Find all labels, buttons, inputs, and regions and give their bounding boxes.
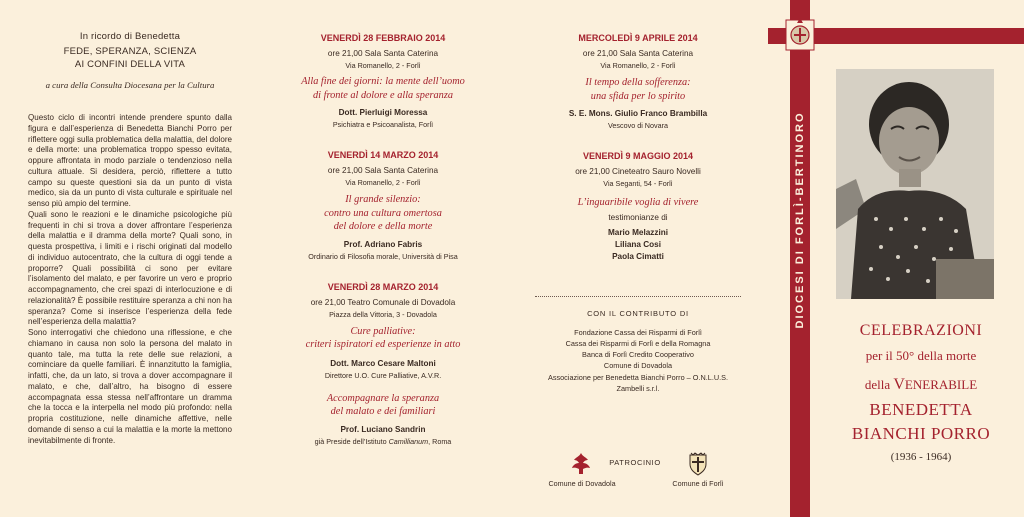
- event-address: Via Romanello, 2 - Forlì: [345, 61, 421, 70]
- curated-by: a cura della Consulta Diocesana per la Cultura: [45, 80, 215, 90]
- event-speaker: Prof. Adriano Fabris: [343, 239, 423, 249]
- intro-panel: [28, 0, 232, 517]
- event-place: ore 21,00 Sala Santa Caterina: [327, 166, 439, 175]
- contributor: Fondazione Cassa dei Risparmi di Forlì: [574, 327, 702, 337]
- event-title-line: criteri ispiratori ed esperienze in atto: [305, 339, 461, 350]
- event-title-line: di fronte al dolore e alla speranza: [313, 89, 453, 101]
- event-speaker: Prof. Luciano Sandrin: [340, 424, 426, 434]
- event-date: VENERDÌ 28 MARZO 2014: [327, 281, 439, 292]
- venerabile-initial: V: [893, 376, 905, 393]
- heading-line-2: AI CONFINI DELLA VITA: [74, 59, 186, 70]
- patronage-label: PATROCINIO: [609, 458, 661, 467]
- event-title-line: Il tempo della sofferenza:: [585, 77, 691, 88]
- event-title-line: Alla fine dei giorni: la mente dell’uomo: [301, 76, 465, 87]
- events-column-1: [280, 0, 486, 517]
- event-address: Via Romanello, 2 - Forlì: [600, 61, 676, 70]
- event-date: VENERDÌ 14 MARZO 2014: [327, 150, 439, 160]
- dovadola-emblem-icon: [570, 452, 592, 481]
- event-speaker-role: Psichiatra e Psicoanalista, Forlì: [332, 120, 434, 129]
- event-speaker-role: Direttore U.O. Cure Palliative, A.V.R.: [324, 370, 442, 380]
- intro-body: [28, 113, 232, 446]
- contributor: Zambelli s.r.l.: [616, 383, 660, 393]
- heading-line-1: FEDE, SPERANZA, SCIENZA: [63, 46, 197, 57]
- cover-life-dates: (1936 - 1964): [890, 451, 952, 463]
- contributors-list: [535, 327, 741, 395]
- cover-name-last: BIANCHI PORRO: [851, 424, 991, 443]
- cover-title-celebrazioni: CELEBRAZIONI: [859, 322, 983, 339]
- diocese-vertical-label: DIOCESI DI FORLÌ-BERTINORO: [794, 111, 806, 329]
- event-address: Piazza della Vittoria, 3 - Dovadola: [329, 309, 437, 319]
- contributor: Comune di Dovadola: [603, 361, 673, 371]
- cover-titles: [826, 0, 1016, 517]
- event-address: Via Romanello, 2 - Forlì: [345, 178, 421, 187]
- event-title-line: del malato e dei familiari: [330, 406, 436, 417]
- testimony-label: testimonianze di: [608, 212, 668, 222]
- forli-emblem-icon: [687, 452, 709, 481]
- memorial-line: In ricordo di Benedetta: [79, 31, 181, 42]
- role-text: già Preside dell’Istituto: [314, 436, 389, 446]
- contributor: Associazione per Benedetta Bianchi Porro – O.N.L.U.S.: [547, 372, 729, 382]
- event-2: [280, 149, 486, 262]
- cover-venerabile: [826, 376, 1016, 394]
- event-speaker-role: Vescovo di Novara: [608, 121, 668, 130]
- contributor: Banca di Forlì Credito Cooperativo: [582, 350, 694, 360]
- event-speaker: S. E. Mons. Giulio Franco Brambilla: [568, 109, 708, 118]
- role-institute: Camillianum: [388, 436, 429, 446]
- cover-name-first: BENEDETTA: [869, 400, 973, 419]
- event-place: ore 21,00 Cineteatro Sauro Novelli: [575, 167, 701, 176]
- event-5: [535, 150, 741, 263]
- events-column-2: [535, 0, 741, 517]
- cover-subtitle: per il 50° della morte: [865, 348, 977, 363]
- event-3: [280, 281, 486, 447]
- role-text: , Roma: [428, 436, 452, 446]
- event-title-line: Accompagnare la speranza: [326, 392, 440, 404]
- event-title-line: Il grande silenzio:: [345, 194, 421, 205]
- testimony-speaker: Paola Cimatti: [612, 251, 664, 261]
- event-speaker-role: [280, 436, 486, 447]
- event-1: [280, 32, 486, 130]
- contributor: Cassa dei Risparmi di Forlì e della Romagna: [565, 338, 711, 348]
- testimony-speaker: Liliana Cosi: [615, 239, 661, 249]
- event-speaker: Dott. Pierluigi Moressa: [338, 108, 428, 117]
- event-date: VENERDÌ 28 FEBBRAIO 2014: [320, 33, 446, 43]
- testimony-speaker: Mario Melazzini: [607, 227, 669, 237]
- event-title-line: una sfida per lo spirito: [590, 90, 686, 102]
- event-title-line: del dolore e della morte: [333, 221, 433, 232]
- diocese-seal-icon: [785, 16, 815, 52]
- event-date: VENERDÌ 9 MAGGIO 2014: [582, 151, 694, 161]
- comune-forli-label: Comune di Forlì: [672, 479, 724, 488]
- event-place: ore 21,00 Teatro Comunale di Dovadola: [310, 297, 456, 307]
- event-title-line: contro una cultura omertosa: [324, 207, 442, 219]
- event-speaker: Dott. Marco Cesare Maltoni: [330, 358, 436, 368]
- event-place: ore 21,00 Sala Santa Caterina: [327, 49, 439, 58]
- event-date: MERCOLEDÌ 9 APRILE 2014: [578, 33, 698, 43]
- event-title-line: L’inguaribile voglia di vivere: [577, 197, 699, 208]
- venerabile-rest: ENERABILE: [904, 377, 978, 392]
- event-title-line: Cure palliative:: [350, 325, 416, 337]
- divider: [535, 296, 741, 297]
- intro-paragraph-3: Sono interrogativi che chiedono una riflessione, e che chiamano in causa non solo la persona del malato in quanto tale, ma tutta la rete delle sue relazioni, a cominciare da quelle familiari. È innanzitutto la famiglia, infatti, che, da un lato, si trova a dover accompagnare il malato, e che, dall’altro, ha bisogno di essere accompagnata essa stessa nell’affrontare un dramma che la tocca e la interpella nel modo più profondo: nella propria costituzione, nelle dinamiche affettive, nelle domande di senso a cui la malattia e la morte la mettono inevitabilmente di fronte.: [28, 328, 232, 445]
- venerabile-prefix: della: [864, 377, 894, 392]
- intro-paragraph-2: Quali sono le reazioni e le dinamiche psicologiche più frequenti in chi si trova a dover affrontare l’esperienza della malattia e il dramma della morte? Quali sono, in questa prospettiva, i limiti e i rischi originati dal modello di individuo autocentrato, che la cultura di oggi tende a proporre? Quali possibilità ci sono per evitare l’isolamento del malato, e per favorire un vero e proprio accompagnamento, che crei spazi di interlocuzione e di relazionalità? È possibile restituire speranza a chi non ha speranza? Come si inserisce l’esperienza della fede nell’esperienza della malattia?: [28, 209, 232, 327]
- event-address: Via Seganti, 54 - Forlì: [603, 179, 673, 188]
- intro-paragraph-1: Questo ciclo di incontri intende prendere spunto dalla figura e dall’esperienza di Benedetta Bianchi Porro per riflettere oggi sulla problematica della malattia, del dolore e della morte: una problematica troppo spesso evitata, oppure affrontata in modo parziale o tendenzioso nella cultura attuale. Si desidera, perciò, riflettere a tutto campo su queste questioni sia da un punto di vista medico, sia da un punto di vista culturale e spirituale nel senso più ampio del termine.: [28, 113, 232, 208]
- comune-dovadola-label: Comune di Dovadola: [548, 479, 616, 488]
- contributors-heading: CON IL CONTRIBUTO DI: [587, 308, 689, 318]
- event-speaker-role: Ordinario di Filosofia morale, Università di Pisa: [308, 251, 458, 261]
- event-4: [535, 32, 741, 131]
- event-place: ore 21,00 Sala Santa Caterina: [582, 49, 694, 58]
